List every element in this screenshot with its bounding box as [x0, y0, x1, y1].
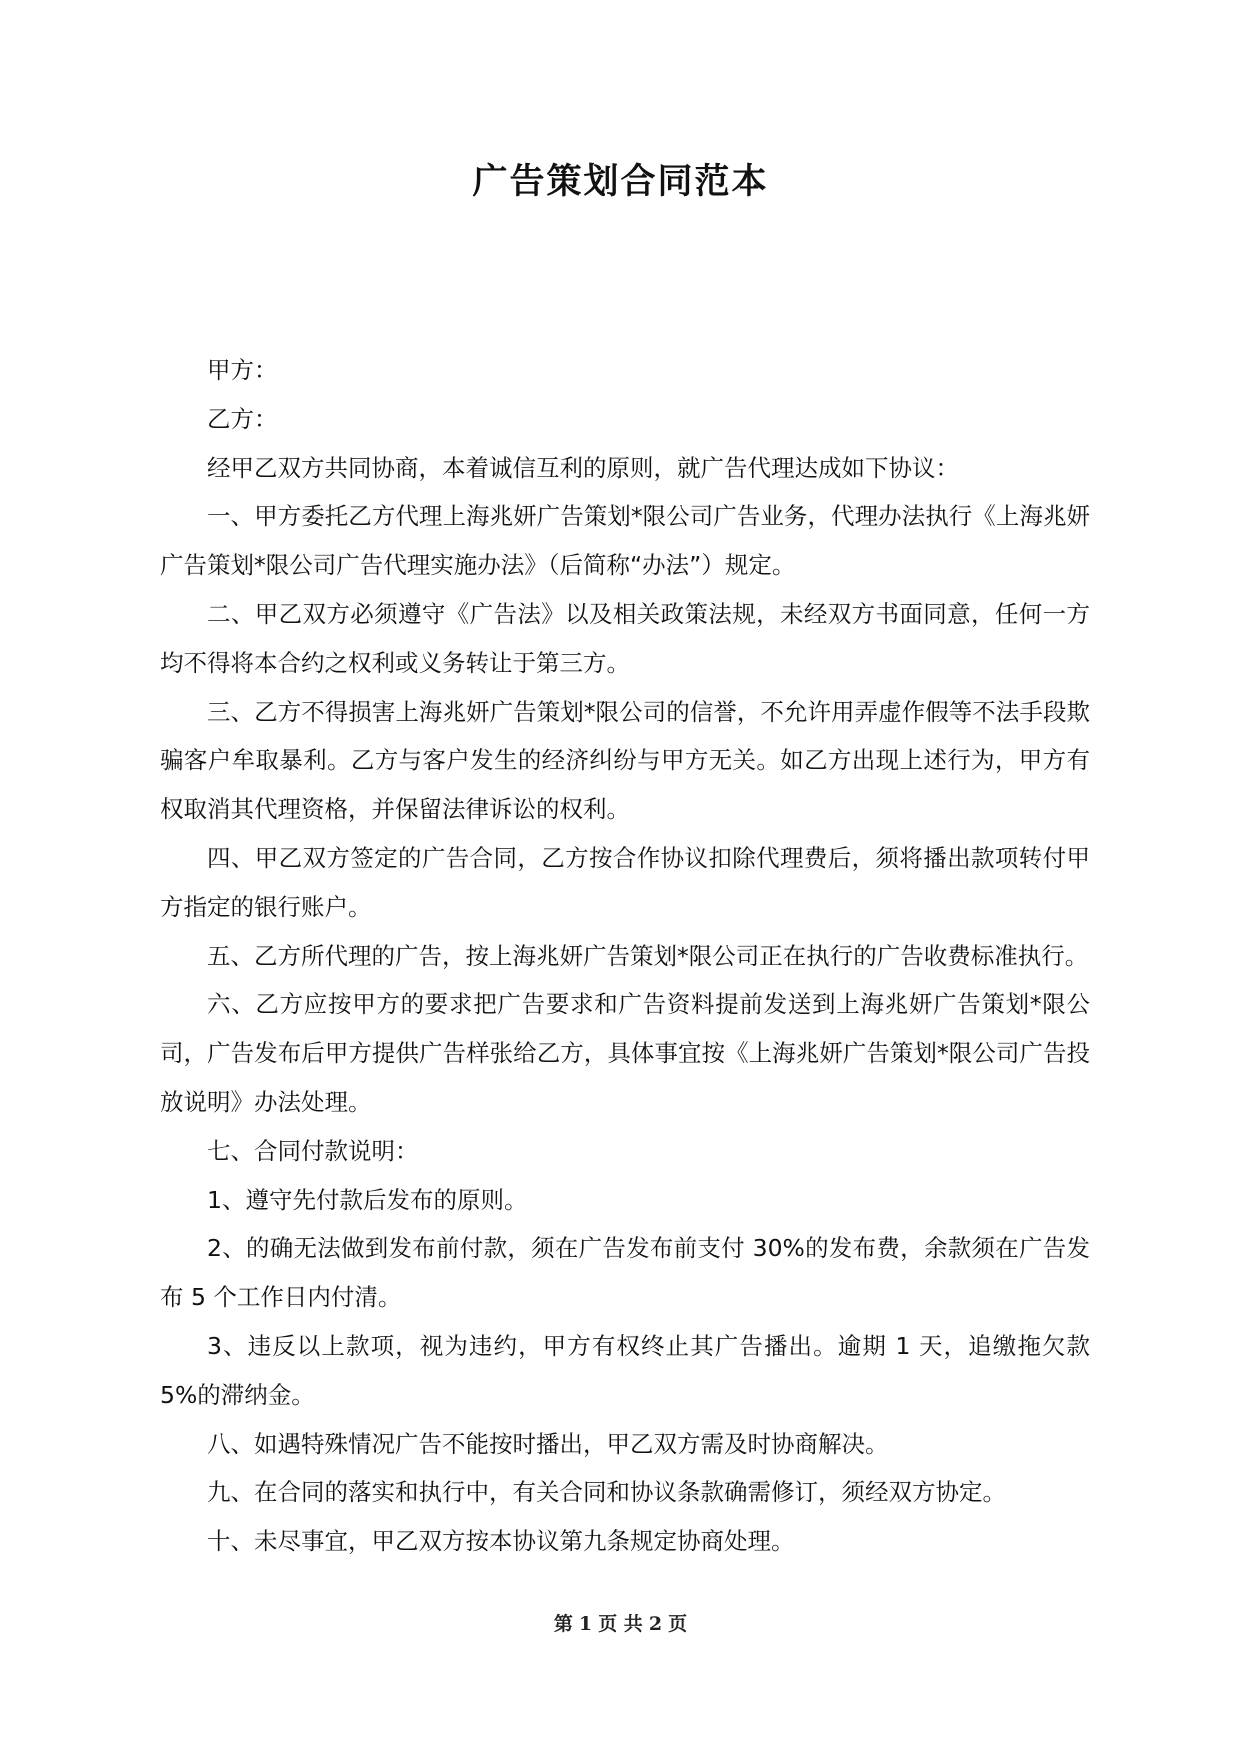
clause-7-heading: 七、合同付款说明：	[207, 1136, 419, 1165]
page-number-footer	[0, 1611, 1241, 1637]
payment-item-1: 1、遵守先付款后发布的原则。	[207, 1185, 528, 1214]
document-title: 广告策划合同范本	[472, 162, 769, 202]
preamble-paragraph: 经甲乙双方共同协商，本着诚信互利的原则，就广告代理达成如下协议：	[207, 453, 959, 482]
footer-current-page: 1	[578, 1613, 593, 1635]
clause-8: 八、如遇特殊情况广告不能按时播出，甲乙双方需及时协商解决。	[207, 1429, 889, 1458]
clause-10: 十、未尽事宜，甲乙双方按本协议第九条规定协商处理。	[207, 1527, 795, 1556]
clause-9: 九、在合同的落实和执行中，有关合同和协议条款确需修订，须经双方协定。	[207, 1478, 1006, 1507]
clause-6: 六、乙方应按甲方的要求把广告要求和广告资料提前发送到上海兆妍广告策划*限公司，广告发布后甲方提供广告样张给乙方，具体事宜按《上海兆妍广告策划*限公司广告投放说明》办法处理。	[160, 990, 1090, 1116]
footer-prefix: 第	[553, 1613, 573, 1635]
clause-4: 四、甲乙双方签定的广告合同，乙方按合作协议扣除代理费后，须将播出款项转付甲方指定的银行账户。	[160, 843, 1090, 921]
footer-middle: 页 共	[598, 1613, 643, 1635]
payment-item-3: 3、违反以上款项，视为违约，甲方有权终止其广告播出。逾期 1 天，追缴拖欠款 5%的滞纳金。	[160, 1331, 1090, 1409]
party-b-line: 乙方：	[207, 404, 278, 433]
clause-2: 二、甲乙双方必须遵守《广告法》以及相关政策法规，未经双方书面同意，任何一方均不得将本合约之权利或义务转让于第三方。	[160, 599, 1090, 677]
clause-3: 三、乙方不得损害上海兆妍广告策划*限公司的信誉，不允许用弄虚作假等不法手段欺骗客户牟取暴利。乙方与客户发生的经济纠纷与甲方无关。如乙方出现上述行为，甲方有权取消其代理资格，并保留法律诉讼的权利。	[160, 697, 1090, 824]
footer-suffix: 页	[668, 1613, 688, 1635]
footer-total-pages: 2	[648, 1613, 663, 1635]
document-body	[160, 346, 1090, 1566]
clause-1: 一、甲方委托乙方代理上海兆妍广告策划*限公司广告业务，代理办法执行《上海兆妍广告策划*限公司广告代理实施办法》（后简称“办法”）规定。	[160, 502, 1090, 580]
party-a-line: 甲方：	[207, 356, 278, 384]
payment-item-2: 2、的确无法做到发布前付款，须在广告发布前支付 30%的发布费，余款须在广告发布 5 个工作日内付清。	[160, 1234, 1090, 1312]
clause-5: 五、乙方所代理的广告，按上海兆妍广告策划*限公司正在执行的广告收费标准执行。	[207, 941, 1089, 970]
